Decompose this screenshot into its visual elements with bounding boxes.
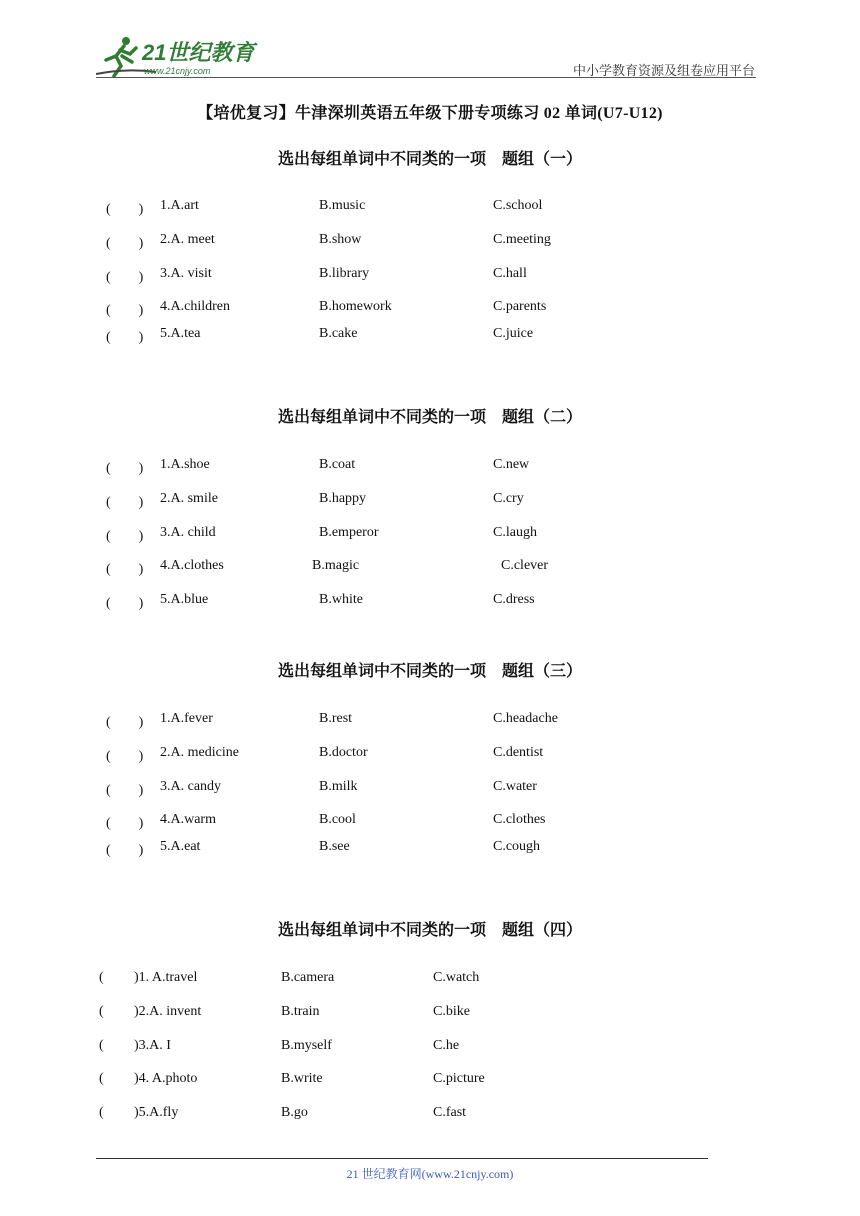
option-a: 1.A.art xyxy=(160,198,199,213)
section-title: 选出每组单词中不同类的一项 题组（二） xyxy=(277,409,582,426)
option-a: 1.A.fever xyxy=(160,711,213,726)
option-c: C.dress xyxy=(493,592,535,607)
svg-text:21世纪教育: 21世纪教育 xyxy=(142,40,255,65)
option-a: 2.A. medicine xyxy=(160,745,239,760)
option-a: )5.A.fly xyxy=(134,1105,179,1120)
answer-bracket[interactable]: ( xyxy=(99,1038,104,1053)
option-c: C.laugh xyxy=(493,525,537,540)
option-b: B.myself xyxy=(281,1038,332,1053)
option-c: C.headache xyxy=(493,711,558,726)
question-row xyxy=(0,745,860,765)
svg-text:www.21cnjy.com: www.21cnjy.com xyxy=(144,66,211,76)
option-b: B.rest xyxy=(319,711,353,726)
option-a: 2.A. meet xyxy=(160,232,215,247)
option-c: C.school xyxy=(493,198,543,213)
option-b: B.homework xyxy=(319,299,392,314)
question-row xyxy=(0,266,860,286)
answer-bracket[interactable]: ( xyxy=(99,1004,104,1019)
option-c: C.hall xyxy=(493,266,527,281)
option-c: C.watch xyxy=(433,970,480,985)
option-b: B.train xyxy=(281,1004,320,1019)
answer-bracket[interactable]: ( xyxy=(99,1071,104,1086)
answer-bracket[interactable]: ( ) xyxy=(106,715,144,730)
option-b: B.write xyxy=(281,1071,323,1086)
option-a: )3.A. I xyxy=(134,1038,171,1053)
answer-bracket[interactable]: ( ) xyxy=(106,461,144,476)
option-a: 5.A.tea xyxy=(160,326,201,341)
answer-bracket[interactable]: ( xyxy=(99,970,104,985)
question-row xyxy=(0,1004,860,1024)
answer-bracket[interactable]: ( ) xyxy=(106,783,144,798)
question-row xyxy=(0,1038,860,1058)
option-c: C.parents xyxy=(493,299,547,314)
option-c: C.he xyxy=(433,1038,460,1053)
answer-bracket[interactable]: ( ) xyxy=(106,330,144,345)
answer-bracket[interactable]: ( ) xyxy=(106,749,144,764)
question-row xyxy=(0,779,860,799)
option-b: B.cool xyxy=(319,812,356,827)
question-row xyxy=(0,198,860,218)
option-b: B.music xyxy=(319,198,366,213)
option-a: 3.A. child xyxy=(160,525,216,540)
answer-bracket[interactable]: ( ) xyxy=(106,303,144,318)
answer-bracket[interactable]: ( ) xyxy=(106,816,144,831)
option-a: )4. A.photo xyxy=(134,1071,198,1086)
option-b: B.show xyxy=(319,232,362,247)
question-row xyxy=(0,1105,860,1125)
option-c: C.clever xyxy=(501,558,549,573)
answer-bracket[interactable]: ( ) xyxy=(106,236,144,251)
option-c: C.picture xyxy=(433,1071,485,1086)
option-a: 3.A. visit xyxy=(160,266,212,281)
option-a: )1. A.travel xyxy=(134,970,198,985)
option-b: B.library xyxy=(319,266,370,281)
answer-bracket[interactable]: ( ) xyxy=(106,562,144,577)
question-row xyxy=(0,812,860,832)
option-c: C.water xyxy=(493,779,537,794)
question-row xyxy=(0,711,860,731)
option-c: C.cry xyxy=(493,491,524,506)
site-logo xyxy=(96,34,266,78)
header-divider xyxy=(96,77,756,78)
option-c: C.cough xyxy=(493,839,541,854)
option-b: B.milk xyxy=(319,779,358,794)
document-title: 【培优复习】牛津深圳英语五年级下册专项练习 02 单词(U7-U12) xyxy=(197,105,663,122)
option-a: )2.A. invent xyxy=(134,1004,202,1019)
option-a: 2.A. smile xyxy=(160,491,218,506)
option-b: B.emperor xyxy=(319,525,379,540)
option-a: 4.A.warm xyxy=(160,812,216,827)
section-title: 选出每组单词中不同类的一项 题组（一） xyxy=(277,151,582,168)
answer-bracket[interactable]: ( ) xyxy=(106,529,144,544)
question-row xyxy=(0,525,860,545)
question-row xyxy=(0,592,860,612)
option-a: 4.A.clothes xyxy=(160,558,224,573)
question-row xyxy=(0,299,860,319)
answer-bracket[interactable]: ( xyxy=(99,1105,104,1120)
question-row xyxy=(0,558,860,578)
option-c: C.fast xyxy=(433,1105,467,1120)
question-row xyxy=(0,232,860,252)
footer-link[interactable]: 21 世纪教育网(www.21cnjy.com) xyxy=(346,1167,514,1181)
option-b: B.camera xyxy=(281,970,335,985)
answer-bracket[interactable]: ( ) xyxy=(106,202,144,217)
option-c: C.meeting xyxy=(493,232,551,247)
option-b: B.doctor xyxy=(319,745,368,760)
answer-bracket[interactable]: ( ) xyxy=(106,495,144,510)
question-row xyxy=(0,491,860,511)
option-a: 4.A.children xyxy=(160,299,230,314)
option-c: C.new xyxy=(493,457,530,472)
option-b: B.cake xyxy=(319,326,358,341)
answer-bracket[interactable]: ( ) xyxy=(106,596,144,611)
answer-bracket[interactable]: ( ) xyxy=(106,270,144,285)
option-a: 5.A.blue xyxy=(160,592,209,607)
question-row xyxy=(0,326,860,346)
option-a: 1.A.shoe xyxy=(160,457,210,472)
option-b: B.magic xyxy=(312,558,360,573)
section-title: 选出每组单词中不同类的一项 题组（三） xyxy=(277,663,582,680)
question-row xyxy=(0,1071,860,1091)
option-b: B.white xyxy=(319,592,363,607)
option-a: 3.A. candy xyxy=(160,779,222,794)
question-row xyxy=(0,839,860,859)
section-title: 选出每组单词中不同类的一项 题组（四） xyxy=(277,922,582,939)
answer-bracket[interactable]: ( ) xyxy=(106,843,144,858)
option-c: C.bike xyxy=(433,1004,470,1019)
option-b: B.see xyxy=(319,839,350,854)
option-b: B.happy xyxy=(319,491,367,506)
question-row xyxy=(0,970,860,990)
platform-name: 中小学教育资源及组卷应用平台 xyxy=(572,63,755,78)
option-c: C.clothes xyxy=(493,812,546,827)
option-b: B.coat xyxy=(319,457,356,472)
option-a: 5.A.eat xyxy=(160,839,201,854)
footer-divider xyxy=(96,1158,708,1159)
option-c: C.juice xyxy=(493,326,534,341)
question-row xyxy=(0,457,860,477)
option-b: B.go xyxy=(281,1105,308,1120)
option-c: C.dentist xyxy=(493,745,544,760)
